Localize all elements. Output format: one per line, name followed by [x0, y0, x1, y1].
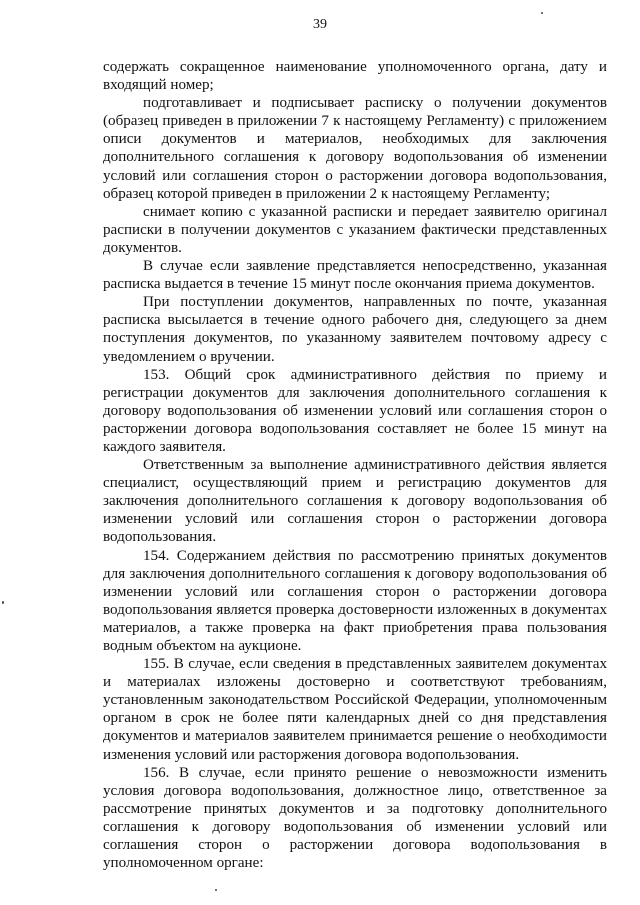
scan-speck-left — [2, 601, 4, 604]
page-number: 39 — [313, 17, 327, 32]
paragraph-responsible: Ответственным за выполнение административного действия является специалист, осуществляющий прием и регистрацию документов для заключения дополнительного соглашения к договору водопользования об изменении условий или соглашения сторон о расторжении договора водопользования. — [103, 457, 607, 546]
paragraph-155: 155. В случае, если сведения в представленных заявителем документах и материалах изложены достоверно и соответствуют требованиям, установленным законодательством Российской Федерации, уполномоченным органом в срок не более пяти календарных дней со дня представления документов и материалов заявителем принимается решение о необходимости изменения условий или расторжения договора водопользования. — [103, 656, 607, 763]
paragraph-3: снимает копию с указанной расписки и передает заявителю оригинал расписки в получении документов с указанием фактически представленных документов. — [103, 203, 607, 256]
paragraph-5: При поступлении документов, направленных по почте, указанная расписка высылается в течение одного рабочего дня, следующего за днем поступления документов, по указанному заявителем почтовому адресу с уведомлением о вручении. — [103, 294, 607, 365]
paragraph-153: 153. Общий срок административного действия по приему и регистрации документов для заключения дополнительного соглашения к договору водопользования об изменении условий или соглашения сторон о расторжении договора водопользования составляет не более 15 минут на каждого заявителя. — [103, 366, 607, 455]
paragraph-154: 154. Содержанием действия по рассмотрению принятых документов для заключения дополнительного соглашения к договору водопользования об изменении условий или соглашения сторон о расторжении договора водопользования является проверка достоверности изложенных в документах материалов, а также проверка на факт приобретения права пользования водным объектом на аукционе. — [103, 547, 607, 654]
paragraph-4: В случае если заявление представляется непосредственно, указанная расписка выдается в течение 15 минут после окончания приема документов. — [103, 258, 607, 293]
document-body — [103, 58, 607, 872]
scan-speck-bottom — [215, 889, 217, 891]
paragraph-2: подготавливает и подписывает расписку о получении документов (образец приведен в приложении 7 к настоящему Регламенту) с приложением описи документов и материалов, необходимых для заключения дополнительного соглашения к договору водопользования об изменении условий или соглашения сторон о расторжении договора водопользования, образец которой приведен в приложении 2 к настоящему Регламенту; — [103, 95, 607, 202]
paragraph-1: содержать сокращенное наименование уполномоченного органа, дату и входящий номер; — [103, 59, 607, 94]
scan-speck-top — [541, 12, 543, 14]
paragraph-156: 156. В случае, если принято решение о невозможности изменить условия договора водопользования, должностное лицо, ответственное за рассмотрение принятых документов и за подготовку дополнительного соглашения к договору водопользования об изменении условий или соглашения сторон о расторжении договора водопользования в уполномоченном органе: — [103, 764, 607, 872]
